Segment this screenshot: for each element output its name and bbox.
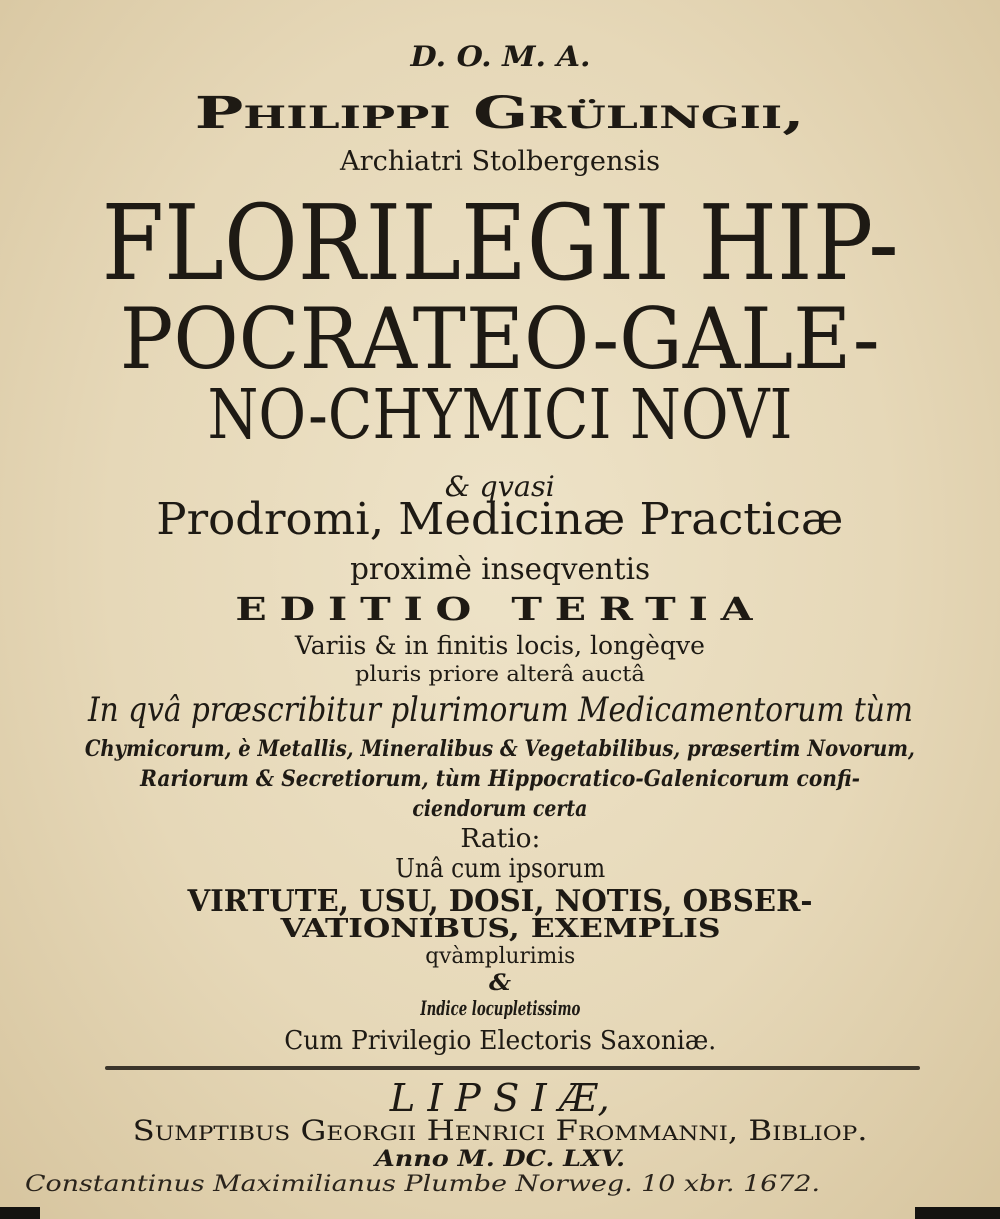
description-line-7: VIRTUTE, USU, DOSI, NOTIS, OBSER- <box>187 884 813 919</box>
page-edge <box>0 1207 40 1219</box>
publisher: Sumptibus Georgii Henrici Frommanni, Bibliop. <box>132 1114 868 1147</box>
description-line-8: VATIONIBUS, EXEMPLIS <box>279 914 720 944</box>
title-line-4: & qvasi <box>445 470 555 503</box>
description-line-10: & <box>489 970 511 996</box>
author-title: Archiatri Stolbergensis <box>340 146 660 177</box>
place: L I P S I Æ, <box>390 1076 610 1120</box>
handwritten-inscription: Constantinus Maximilianus Plumbe Norweg. 10 xbr. 1672. <box>25 1172 820 1197</box>
description-line-9: qvàmplurimis <box>425 944 575 969</box>
author-name: Philippi Grülingii, <box>194 88 805 139</box>
description-line-2: Chymicorum, è Metallis, Mineralibus & Vegetabilibus, præsertim Novorum, <box>84 736 915 762</box>
privilege: Cum Privilegio Electoris Saxoniæ. <box>284 1026 716 1056</box>
title-line-6: proximè inseqventis <box>349 552 650 587</box>
title-line-1: FLORILEGII HIP- <box>101 182 899 304</box>
description-line-3: Rariorum & Secretiorum, tùm Hippocratico-Galenicorum confi- <box>139 766 860 792</box>
description-line-5: Ratio: <box>459 824 540 854</box>
description-line-6: Unâ cum ipsorum <box>395 854 605 884</box>
description-line-11: Indice locupletissimo <box>419 996 580 1020</box>
description-line-1: In qvâ præscribitur plurimorum Medicamentorum tùm <box>87 690 913 730</box>
dedication: D. O. M. A. <box>410 40 590 73</box>
title-line-3: NO-CHYMICI NOVI <box>207 376 793 455</box>
title-line-5: Prodromi, Medicinæ Practicæ <box>156 494 844 545</box>
divider-rule <box>105 1066 920 1070</box>
title-line-2: POCRATEO-GALE- <box>119 290 880 388</box>
page-edge <box>915 1207 1000 1219</box>
year: Anno M. DC. LXV. <box>374 1146 625 1172</box>
edition-note-2: pluris priore alterâ auctâ <box>354 662 645 686</box>
description-line-4: ciendorum certa <box>412 796 588 822</box>
edition-note-1: Variis & in finitis locis, longèqve <box>294 631 705 660</box>
edition: EDITIO TERTIA <box>235 590 765 628</box>
